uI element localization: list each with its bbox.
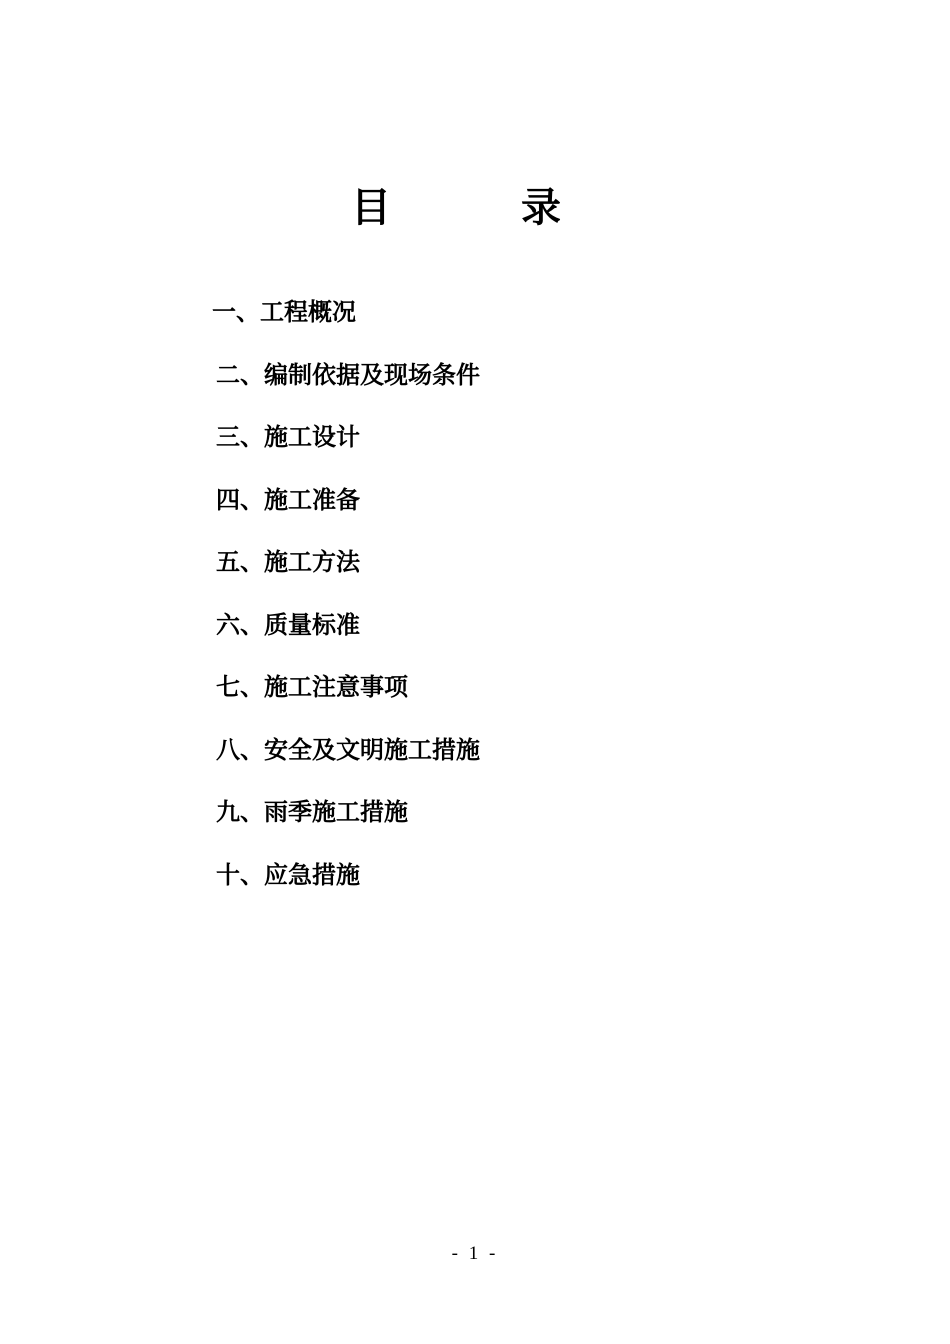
toc-item: 四、施工准备 (216, 485, 360, 514)
table-of-contents (212, 290, 480, 915)
toc-item: 二、编制依据及现场条件 (216, 360, 480, 389)
toc-item: 十、应急措施 (216, 860, 360, 889)
page-title: 目 录 (351, 185, 619, 231)
toc-item: 九、雨季施工措施 (216, 798, 408, 826)
toc-item: 七、施工注意事项 (216, 673, 408, 701)
toc-item: 五、施工方法 (216, 548, 360, 576)
toc-item: 一、工程概况 (212, 298, 356, 326)
toc-item: 八、安全及文明施工措施 (216, 735, 480, 764)
toc-item: 三、施工设计 (216, 423, 360, 451)
toc-item: 六、质量标准 (216, 610, 360, 639)
page-number: - 1 - (451, 1243, 499, 1264)
